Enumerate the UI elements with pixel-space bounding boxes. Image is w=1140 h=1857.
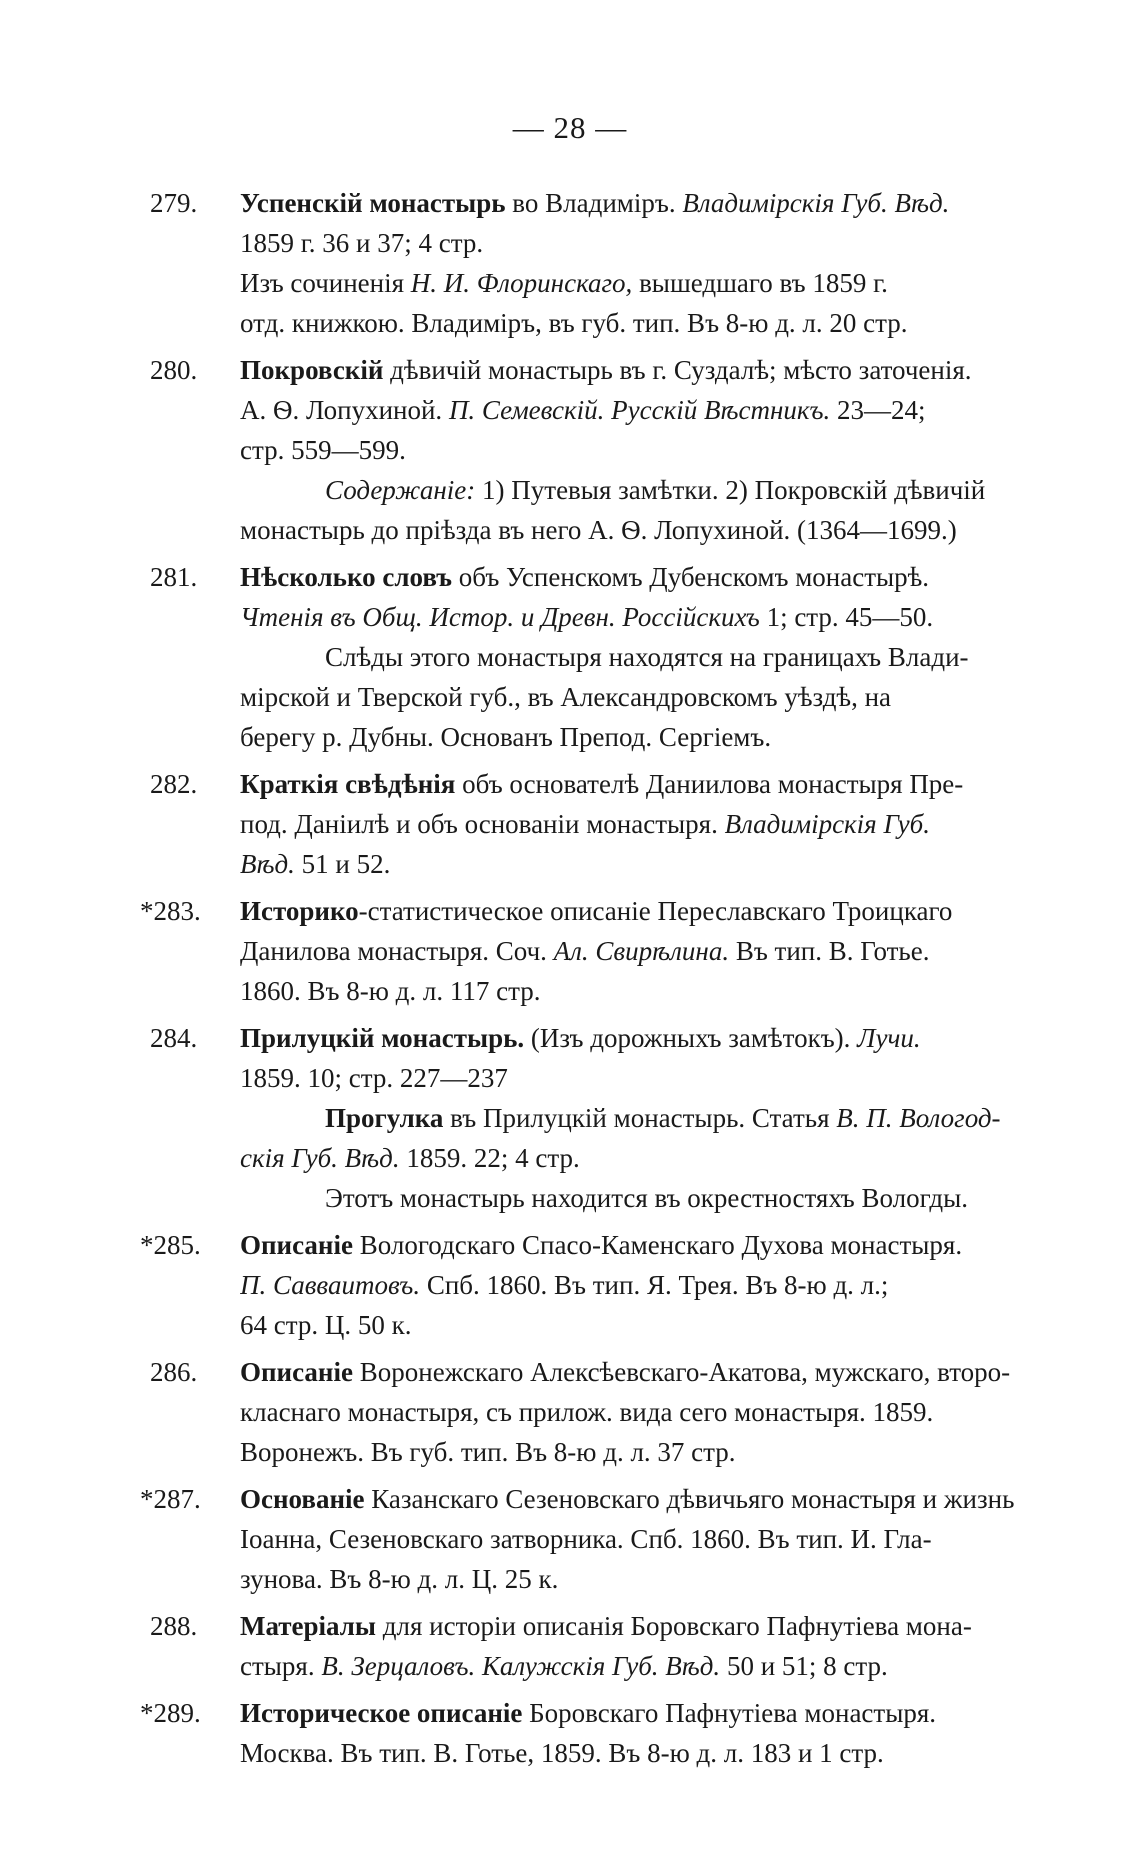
entry-number: 284. [150, 1023, 198, 1053]
entry-line [240, 510, 1050, 550]
bibliography-entry [150, 1606, 1050, 1686]
entry-line [240, 350, 1050, 390]
entry-number: *283. [140, 896, 201, 926]
entry-line [240, 1058, 1050, 1098]
bibliography-entry [140, 1479, 1050, 1599]
entry-run: объ Успенскомъ Дубенскомъ монастырѣ. [452, 562, 930, 592]
entry-text [240, 891, 1050, 1011]
entry-run: 50 и 51; 8 стр. [720, 1651, 888, 1681]
entry-italic: Ал. Свирѣлина. [553, 936, 730, 966]
entry-run: Воронежъ. Въ губ. тип. Въ 8-ю д. л. 37 стр. [240, 1437, 736, 1467]
entry-line [240, 637, 1050, 677]
entry-run: во Владиміръ. [505, 188, 683, 218]
entry-text [240, 1693, 1050, 1773]
entry-gap [150, 1218, 1050, 1225]
entry-line [240, 804, 1050, 844]
entry-italic: скія Губ. Вѣд. [240, 1143, 400, 1173]
entry-line [240, 1479, 1050, 1519]
entry-gap [150, 1345, 1050, 1352]
entry-number: 280. [150, 355, 198, 385]
bibliography-entry [140, 891, 1050, 1011]
entry-line [240, 717, 1050, 757]
entry-italic: Вѣд. [240, 849, 295, 879]
entry-number: *287. [140, 1484, 201, 1514]
entry-run: Вологодскаго Спасо-Каменскаго Духова монастыря. [352, 1230, 963, 1260]
entry-line [240, 557, 1050, 597]
entry-text [240, 350, 1050, 550]
entry-run: 1860. Въ 8-ю д. л. 117 стр. [240, 976, 541, 1006]
entry-line [240, 303, 1050, 343]
entry-line [240, 971, 1050, 1011]
entry-italic: В. Зерцаловъ. Калужскія Губ. Вѣд. [321, 1651, 721, 1681]
entry-run: стыря. [240, 1651, 322, 1681]
bibliography-entry [140, 1225, 1050, 1345]
entry-number: *285. [140, 1230, 201, 1260]
entry-heading: Описаніе [240, 1357, 353, 1387]
entry-line [240, 1265, 1050, 1305]
entry-run: Слѣды этого монастыря находятся на границахъ Влади- [325, 642, 969, 672]
entry-run: Москва. Въ тип. В. Готье, 1859. Въ 8-ю д. л. 183 и 1 стр. [240, 1738, 884, 1768]
bibliography-entry [150, 1018, 1050, 1218]
entry-line [240, 1519, 1050, 1559]
entry-line [240, 1733, 1050, 1773]
bibliography-entry [150, 350, 1050, 550]
bibliography-entry [150, 1352, 1050, 1472]
bibliography-entry [150, 557, 1050, 757]
entry-run: -статистическое описаніе Переславскаго Троицкаго [358, 896, 953, 926]
entry-line [240, 931, 1050, 971]
entry-line [240, 1018, 1050, 1058]
entry-run: 1) Путевыя замѣтки. 2) Покровскій дѣвичій [475, 475, 986, 505]
entry-line [240, 1432, 1050, 1472]
entry-gap [150, 1599, 1050, 1606]
entry-line [240, 1352, 1050, 1392]
entry-gap [150, 884, 1050, 891]
entry-line [240, 1305, 1050, 1345]
entry-text [240, 1479, 1050, 1599]
entry-run: 51 и 52. [294, 849, 391, 879]
entry-line [240, 223, 1050, 263]
entry-italic: Чтенія въ Общ. Истор. и Древн. Россійскихъ [240, 602, 760, 632]
entry-italic: Н. И. Флоринскаго, [410, 268, 633, 298]
entry-italic: Содержаніе: [325, 475, 476, 505]
entry-heading: Успенскій монастырь [240, 188, 506, 218]
entry-heading: Покровскій [240, 355, 384, 385]
entry-heading: Историческое описаніе [240, 1698, 523, 1728]
bibliography-entry [150, 183, 1050, 343]
entry-heading: Описаніе [240, 1230, 353, 1260]
entry-line [240, 1693, 1050, 1733]
entry-number: 282. [150, 769, 198, 799]
entry-italic: П. Семевскій. Русскій Вѣстникъ. [448, 395, 831, 425]
entry-heading: Краткія свѣдѣнія [240, 769, 456, 799]
entry-run: 1859. 10; стр. 227—237 [240, 1063, 508, 1093]
entry-number: 286. [150, 1357, 198, 1387]
entry-line [240, 1646, 1050, 1686]
entry-text [240, 1606, 1050, 1686]
entry-run: Спб. 1860. Въ тип. Я. Трея. Въ 8-ю д. л.; [420, 1270, 889, 1300]
entry-line [240, 430, 1050, 470]
entry-run: объ основателѣ Даниилова монастыря Пре- [455, 769, 964, 799]
entry-italic: Лучи. [857, 1023, 921, 1053]
entry-line [240, 844, 1050, 884]
entry-run: Іоанна, Сезеновскаго затворника. Спб. 1860. Въ тип. И. Гла- [240, 1524, 932, 1554]
entry-heading: Основаніе [240, 1484, 365, 1514]
entry-text [240, 1225, 1050, 1345]
entry-line [240, 764, 1050, 804]
entry-run: для исторіи описанія Боровскаго Пафнутіева мона- [376, 1611, 972, 1641]
entry-run: 23—24; [830, 395, 926, 425]
entry-run: 1859. 22; 4 стр. [399, 1143, 580, 1173]
entry-run: вышедшаго въ 1859 г. [632, 268, 888, 298]
entry-run: Казанскаго Сезеновскаго дѣвичьяго монастыря и жизнь [364, 1484, 1015, 1514]
entry-number: 288. [150, 1611, 198, 1641]
entry-number: 279. [150, 188, 198, 218]
entry-run: 64 стр. Ц. 50 к. [240, 1310, 412, 1340]
bibliography-entry [150, 764, 1050, 884]
entry-gap [150, 1686, 1050, 1693]
entry-italic: Владимірскія Губ. [724, 809, 930, 839]
entry-gap [150, 343, 1050, 350]
entry-run: класнаго монастыря, съ прилож. вида сего монастыря. 1859. [240, 1397, 934, 1427]
entry-run: Этотъ монастырь находится въ окрестностяхъ Вологды. [325, 1183, 969, 1213]
entry-line [240, 1178, 1050, 1218]
entry-heading: Матеріалы [240, 1611, 377, 1641]
entry-run: А. Ѳ. Лопухиной. [240, 395, 449, 425]
entry-run: зунова. Въ 8-ю д. л. Ц. 25 к. [240, 1564, 559, 1594]
entry-run: берегу р. Дубны. Основанъ Препод. Сергіемъ. [240, 722, 772, 752]
entry-text [240, 1018, 1050, 1218]
entry-run: (Изъ дорожныхъ замѣтокъ). [524, 1023, 858, 1053]
entry-line [240, 263, 1050, 303]
entry-line [240, 597, 1050, 637]
entry-run: монастырь до пріѣзда въ него А. Ѳ. Лопухиной. (1364—1699.) [240, 515, 957, 545]
entry-gap [150, 1472, 1050, 1479]
entry-run: под. Даніилѣ и объ основаніи монастыря. [240, 809, 725, 839]
page-number: — 28 — [512, 110, 628, 145]
entry-text [240, 557, 1050, 757]
entry-line [240, 1098, 1050, 1138]
entry-line [240, 183, 1050, 223]
bibliography-entries [140, 183, 1050, 1773]
entry-run: Боровскаго Пафнутіева монастыря. [522, 1698, 937, 1728]
entry-text [240, 183, 1050, 343]
entry-text [240, 1352, 1050, 1472]
entry-line [240, 1606, 1050, 1646]
entry-line [240, 677, 1050, 717]
entry-run: 1; стр. 45—50. [759, 602, 934, 632]
entry-run: Воронежскаго Алексѣевскаго-Акатова, мужскаго, второ- [352, 1357, 1011, 1387]
entry-line [240, 891, 1050, 931]
entry-run: Данилова монастыря. Соч. [240, 936, 554, 966]
entry-heading: Прогулка [325, 1103, 444, 1133]
entry-line [240, 470, 1050, 510]
entry-run: мірской и Тверской губ., въ Александровскомъ уѣздѣ, на [240, 682, 892, 712]
entry-line [240, 1138, 1050, 1178]
entry-line [240, 1559, 1050, 1599]
entry-text [240, 764, 1050, 884]
entry-heading: Нѣсколько словъ [240, 562, 453, 592]
entry-line [240, 1392, 1050, 1432]
entry-run: 1859 г. 36 и 37; 4 стр. [240, 228, 484, 258]
bibliography-entry [140, 1693, 1050, 1773]
entry-run: Изъ сочиненія [240, 268, 411, 298]
entry-run: въ Прилуцкій монастырь. Статья [443, 1103, 837, 1133]
entry-gap [150, 757, 1050, 764]
entry-line [240, 390, 1050, 430]
entry-heading: Историко [240, 896, 359, 926]
entry-italic: В. П. Вологод- [836, 1103, 1001, 1133]
entry-run: стр. 559—599. [240, 435, 406, 465]
entry-number: *289. [140, 1698, 201, 1728]
entry-gap [150, 550, 1050, 557]
entry-number: 281. [150, 562, 198, 592]
entry-italic: Владимірскія Губ. Вѣд. [682, 188, 950, 218]
entry-gap [150, 1011, 1050, 1018]
entry-line [240, 1225, 1050, 1265]
entry-run: отд. книжкою. Владиміръ, въ губ. тип. Въ 8-ю д. л. 20 стр. [240, 308, 908, 338]
entry-heading: Прилуцкій монастырь. [240, 1023, 525, 1053]
entry-run: Въ тип. В. Готье. [729, 936, 930, 966]
entry-run: дѣвичій монастырь въ г. Суздалѣ; мѣсто заточенія. [383, 355, 972, 385]
entry-italic: П. Савваитовъ. [240, 1270, 421, 1300]
